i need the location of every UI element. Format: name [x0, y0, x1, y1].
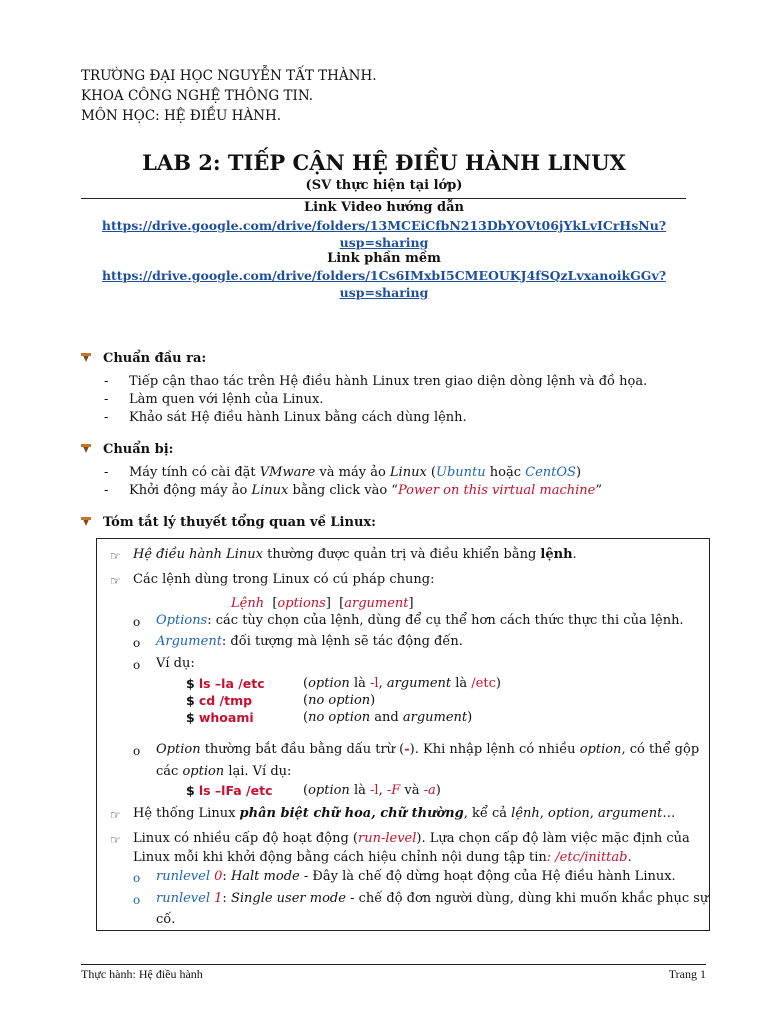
text: - [404, 742, 410, 757]
text: option [308, 783, 350, 798]
example-desc-4: (option là -l, -F và -a) [303, 783, 441, 798]
text: các [156, 764, 183, 779]
text: ( [426, 465, 437, 480]
runlevel-1-line-2: cố. [156, 912, 176, 927]
pointing-hand-icon: ☞ [110, 833, 121, 847]
text: , [378, 676, 387, 691]
text: -l [370, 676, 379, 691]
text: ls –la /etc [198, 676, 265, 691]
lab-title: LAB 2: TIẾP CẬN HỆ ĐIỀU HÀNH LINUX [142, 150, 626, 175]
text: Option [156, 742, 201, 757]
text: ) [575, 465, 582, 480]
linux-text: Linux [389, 465, 427, 480]
text: /etc [471, 676, 496, 691]
video-link-label: Link Video hướng dẫn [303, 200, 465, 215]
circle-bullet-icon: o [133, 615, 141, 629]
text: 1 [214, 891, 223, 906]
text: Máy tính có cài đặt [129, 465, 260, 480]
text: no option [308, 710, 371, 725]
text: Khởi động máy ảo [129, 483, 252, 498]
text: option [548, 806, 590, 821]
text: và [400, 783, 424, 798]
pushpin-bullet-icon [81, 517, 91, 527]
text: run-level [357, 831, 417, 846]
example-command-3: $ whoami [186, 710, 254, 725]
centos-text: CentOS [525, 465, 576, 480]
theory-para-4-line-2 [133, 850, 632, 865]
text: : /etc/inittab [546, 850, 628, 865]
text: 0 [214, 869, 223, 884]
theory-para-1 [133, 547, 577, 562]
power-on-text: Power on this virtual machine [397, 483, 596, 498]
linux-text: Linux [251, 483, 289, 498]
summary-heading-text: Tóm tắt lý thuyết tổng quan về Linux: [103, 515, 376, 530]
prep-item-2: - Khởi động máy ảo Linux bằng click vào “Power on this virtual machine” [104, 483, 603, 498]
syntax-command: Lệnh [231, 596, 265, 611]
footer-course: Thực hành: Hệ điều hành [81, 967, 203, 981]
text: ) [467, 710, 473, 725]
text: thường bắt đầu bằng dấu trừ ( [200, 742, 405, 757]
outcome-item: - Khảo sát Hệ điều hành Linux bằng cách dùng lệnh. [104, 410, 467, 425]
runlevel-0 [156, 869, 676, 884]
text: . [627, 850, 632, 865]
outcomes-heading-text: Chuẩn đầu ra: [103, 351, 207, 366]
example-command-4: $ ls –lFa /etc [186, 783, 273, 798]
text: : đối tượng mà lệnh sẽ tác động đến. [221, 634, 463, 649]
pointing-hand-icon: ☞ [110, 808, 121, 822]
text: là [349, 783, 370, 798]
argument-explanation [156, 634, 463, 649]
text: Linux mỗi khi khởi động bằng cách hiệu chỉnh nội dung tập tin [133, 850, 547, 865]
text: . [572, 547, 577, 562]
options-explanation [156, 613, 684, 628]
software-link-url-line2[interactable]: usp=sharing [339, 285, 429, 300]
ubuntu-text: Ubuntu [436, 465, 486, 480]
text: ). Lựa chọn cấp độ làm việc mặc định của [416, 831, 690, 846]
text: , [378, 783, 387, 798]
text: Argument [156, 634, 222, 649]
text: là [451, 676, 472, 691]
prep-heading-text: Chuẩn bị: [103, 442, 174, 457]
software-link-url-line1[interactable]: https://drive.google.com/drive/folders/1Cs6IMxbI5CMEOUKJ4fSQzLvxanoikGGv? [101, 268, 667, 283]
text: ) [370, 693, 376, 708]
vmware-text: VMware [259, 465, 316, 480]
example-command-2: $ cd /tmp [186, 693, 253, 708]
syntax-options: options [277, 596, 326, 611]
text: : các tùy chọn của lệnh, dùng để cụ thể hơn cách thức thực thi của lệnh. [207, 613, 684, 628]
text: bằng click vào “ [288, 483, 398, 498]
text: ) [435, 783, 441, 798]
text: Hệ thống Linux [133, 806, 240, 821]
video-link-url-line1[interactable]: https://drive.google.com/drive/folders/13MCEiCfbN213DbYOVt06jYkLvICrHsNu? [101, 218, 667, 233]
text: -a [423, 783, 436, 798]
text: lại. Ví dụ: [224, 764, 292, 779]
circle-bullet-icon: o [133, 744, 141, 758]
text: , [539, 806, 549, 821]
text: option [308, 676, 350, 691]
text: option [579, 742, 622, 757]
text: hoặc [485, 465, 526, 480]
text: ls –lFa /etc [198, 783, 273, 798]
outcome-item: - Làm quen với lệnh của Linux. [104, 392, 324, 407]
pointing-hand-icon: ☞ [110, 574, 121, 588]
text: no option [308, 693, 371, 708]
outcome-item: - Tiếp cận thao tác trên Hệ điều hành Linux tren giao diện dòng lệnh và đồ họa. [104, 374, 648, 389]
summary-heading [81, 515, 376, 530]
text: argument [598, 806, 663, 821]
text: cd /tmp [198, 693, 253, 708]
title-divider [81, 198, 686, 199]
text: lệnh [511, 806, 540, 821]
institution-header [81, 66, 377, 126]
outcomes-heading [81, 351, 206, 366]
example-label: Ví dụ: [156, 656, 195, 671]
text: and [370, 710, 403, 725]
text: -l [370, 783, 379, 798]
example-desc-3: (no option and argument) [303, 710, 473, 725]
text: và máy ảo [315, 465, 390, 480]
text: phân biệt chữ hoa, chữ thường [239, 806, 464, 821]
theory-para-3 [133, 806, 675, 821]
text: là [349, 676, 370, 691]
text: ) [495, 676, 501, 691]
footer-page-number: Trang 1 [668, 967, 706, 981]
text: , [589, 806, 599, 821]
outcome-item-text: Khảo sát Hệ điều hành Linux bằng cách dùng lệnh. [129, 410, 467, 425]
text: Hệ điều hành Linux [133, 547, 264, 562]
text: ). Khi nhập lệnh có nhiều [409, 742, 580, 757]
text: ” [595, 483, 603, 498]
circle-bullet-icon: o [133, 636, 141, 650]
pushpin-bullet-icon [81, 444, 91, 454]
text: Halt mode [230, 869, 300, 884]
video-link-url-line2[interactable]: usp=sharing [339, 235, 429, 250]
text: … [662, 806, 676, 821]
text: , có thể gộp [621, 742, 700, 757]
prep-item-1: - Máy tính có cài đặt VMware và máy ảo Linux (Ubuntu hoặc CentOS) [104, 465, 582, 480]
text: option [182, 764, 225, 779]
circle-bullet-icon: o [133, 893, 141, 907]
text: - Đây là chế độ dừng hoạt động của Hệ điều hành Linux. [299, 869, 676, 884]
circle-bullet-icon: o [133, 658, 141, 672]
outcome-item-text: Tiếp cận thao tác trên Hệ điều hành Linux tren giao diện dòng lệnh và đồ họa. [129, 374, 648, 389]
lab-subtitle: (SV thực hiện tại lớp) [305, 178, 463, 193]
footer-divider [81, 964, 706, 965]
runlevel-1 [156, 891, 708, 906]
text: whoami [198, 710, 254, 725]
text: lệnh [540, 547, 573, 562]
text: : [222, 869, 231, 884]
example-desc-2: (no option) [303, 693, 376, 708]
option-rule-line-2 [156, 764, 291, 779]
text: , kể cả [463, 806, 512, 821]
text: Linux có nhiều cấp độ hoạt động ( [133, 831, 358, 846]
theory-para-2: Các lệnh dùng trong Linux có cú pháp chung: [133, 572, 435, 587]
pushpin-bullet-icon [81, 353, 91, 363]
text: thường được quản trị và điều khiển bằng [263, 547, 541, 562]
text: runlevel [156, 891, 215, 906]
text: Options [156, 613, 208, 628]
syntax-argument: argument [344, 596, 409, 611]
university-name: TRƯỜNG ĐẠI HỌC NGUYỄN TẤT THÀNH. [81, 68, 377, 84]
option-rule-line [156, 742, 699, 757]
text: argument [386, 676, 452, 691]
text: Single user mode [230, 891, 346, 906]
example-desc-1: (option là -l, argument là /etc) [303, 676, 501, 691]
text: : [222, 891, 231, 906]
faculty-name: KHOA CÔNG NGHỆ THÔNG TIN. [81, 88, 314, 104]
circle-bullet-icon: o [133, 871, 141, 885]
prep-heading [81, 442, 173, 457]
text: - chế độ đơn người dùng, dùng khi muốn khắc phục sự [345, 891, 709, 906]
software-link-label: Link phần mềm [327, 251, 441, 266]
example-command-1: $ ls –la /etc [186, 676, 265, 691]
pointing-hand-icon: ☞ [110, 549, 121, 563]
command-syntax: Lệnh [options] [argument] [231, 596, 414, 611]
text: -F [386, 783, 401, 798]
theory-para-4 [133, 831, 690, 846]
course-name: MÔN HỌC: HỆ ĐIỀU HÀNH. [81, 108, 282, 124]
text: runlevel [156, 869, 215, 884]
text: argument [402, 710, 468, 725]
outcome-item-text: Làm quen với lệnh của Linux. [129, 392, 324, 407]
